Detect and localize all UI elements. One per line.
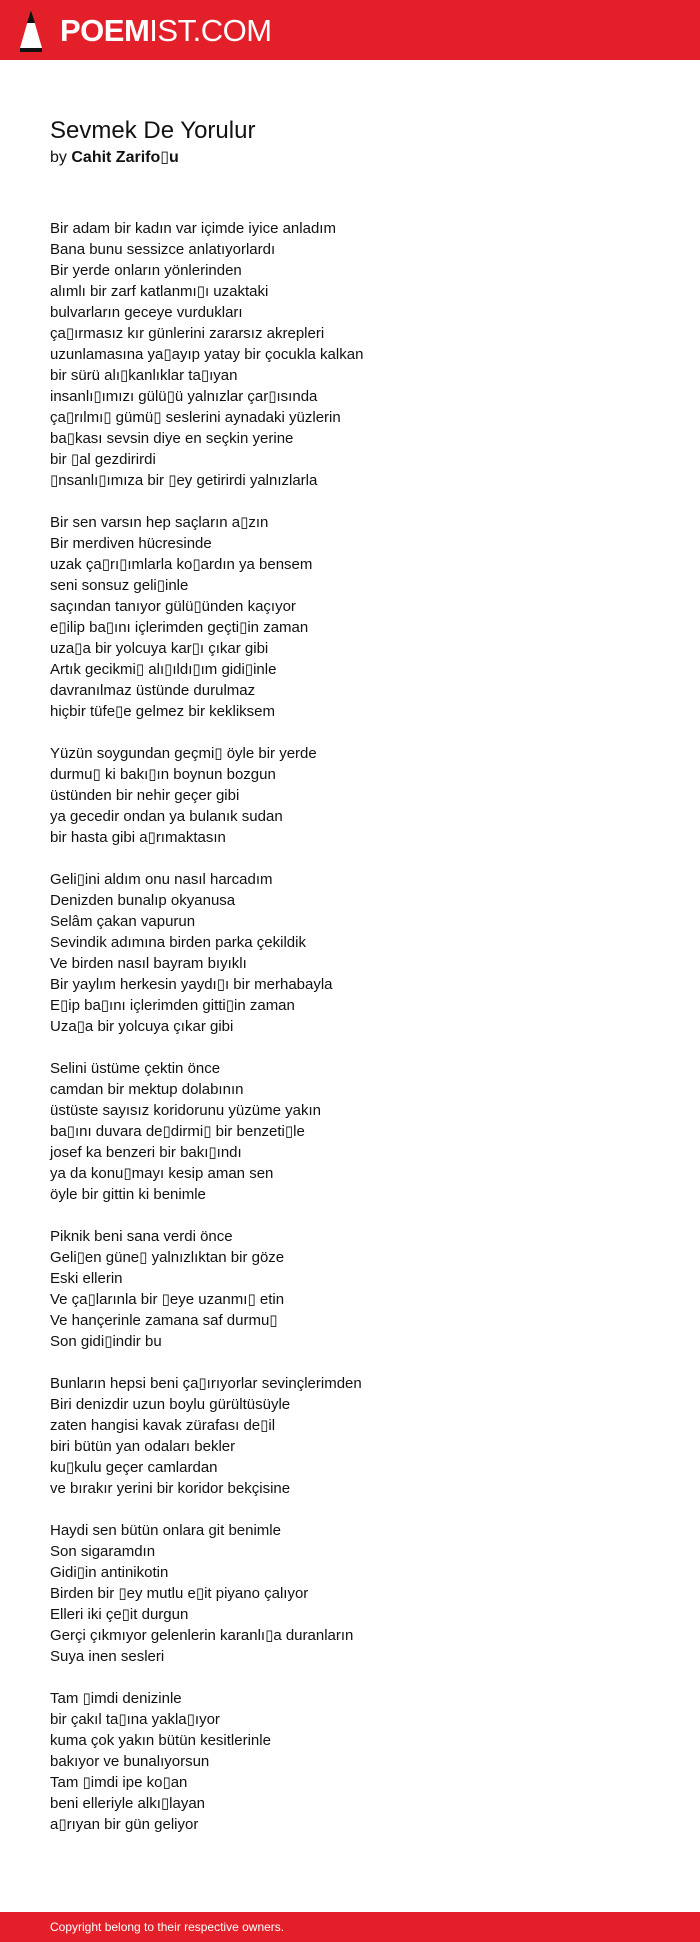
poem-line: uzunlamasına ya▯ayıp yatay bir çocukla kalkan — [50, 346, 364, 363]
poem-line: Gidi▯in antinikotin — [50, 1564, 169, 1581]
poem-line: Ve birden nasıl bayram bıyıklı — [50, 955, 247, 972]
poem-line: Elleri iki çe▯it durgun — [50, 1606, 189, 1623]
pencil-tip-icon[interactable] — [18, 8, 44, 52]
poem-stanza — [50, 1520, 650, 1667]
poem-line: Bir yerde onların yönlerinden — [50, 262, 242, 279]
poem-line: camdan bir mektup dolabının — [50, 1081, 244, 1098]
poem-line: ▯nsanlı▯ımıza bir ▯ey getirirdi yalnızlarla — [50, 472, 318, 489]
poem-line: ba▯ını duvara de▯dirmi▯ bir benzeti▯le — [50, 1123, 305, 1140]
poem-line: Bunların hepsi beni ça▯ırıyorlar sevinçlerimden — [50, 1375, 362, 1392]
poem-line: bir çakıl ta▯ına yakla▯ıyor — [50, 1711, 220, 1728]
site-footer — [0, 1912, 700, 1942]
poem-line: saçından tanıyor gülü▯ünden kaçıyor — [50, 598, 296, 615]
poem-line: bir hasta gibi a▯rımaktasın — [50, 829, 226, 846]
poem-line: ça▯rılmı▯ gümü▯ seslerini aynadaki yüzlerin — [50, 409, 341, 426]
poem-line: insanlı▯ımızı gülü▯ü yalnızlar çar▯ısında — [50, 388, 318, 405]
poem-line: ve bırakır yerini bir koridor bekçisine — [50, 1480, 291, 1497]
poem-line: Bir adam bir kadın var içimde iyice anladım — [50, 220, 336, 237]
poem-stanza — [50, 1373, 650, 1499]
poem-line: Geli▯en güne▯ yalnızlıktan bir göze — [50, 1249, 285, 1266]
logo-text-light: IST.COM — [149, 12, 272, 48]
poem-stanza — [50, 1226, 650, 1352]
poem-body — [50, 218, 650, 1835]
by-label: by — [50, 149, 67, 166]
poem-line: bulvarların geceye vurdukları — [50, 304, 243, 321]
poem-stanza — [50, 869, 650, 1037]
poem-line: kuma çok yakın bütün kesitlerinle — [50, 1732, 271, 1749]
poem-line: uza▯a bir yolcuya kar▯ı çıkar gibi — [50, 640, 269, 657]
poem-line: Tam ▯imdi ipe ko▯an — [50, 1774, 188, 1791]
poem-line: Son sigaramdın — [50, 1543, 156, 1560]
poem-line: ya da konu▯mayı kesip aman sen — [50, 1165, 274, 1182]
poem-line: zaten hangisi kavak zürafası de▯il — [50, 1417, 276, 1434]
poem-line: Piknik beni sana verdi önce — [50, 1228, 233, 1245]
author-name[interactable]: Cahit Zarifo▯u — [71, 149, 179, 166]
poem-line: Suya inen sesleri — [50, 1648, 165, 1665]
poem-line: Son gidi▯indir bu — [50, 1333, 162, 1350]
poem-line: üstüste sayısız koridorunu yüzüme yakın — [50, 1102, 321, 1119]
poem-line: seni sonsuz geli▯inle — [50, 577, 189, 594]
poem-line: Artık gecikmi▯ alı▯ıldı▯ım gidi▯inle — [50, 661, 277, 678]
poem-line: Denizden bunalıp okyanusa — [50, 892, 236, 909]
poem-line: beni elleriyle alkı▯layan — [50, 1795, 206, 1812]
poem-line: Birden bir ▯ey mutlu e▯it piyano çalıyor — [50, 1585, 309, 1602]
poem-stanza — [50, 218, 650, 491]
poem-line: Bana bunu sessizce anlatıyorlardı — [50, 241, 276, 258]
poem-line: ça▯ırmasız kır günlerini zararsız akrepleri — [50, 325, 325, 342]
poem-line: öyle bir gittin ki benimle — [50, 1186, 206, 1203]
poem-line: Geli▯ini aldım onu nasıl harcadım — [50, 871, 273, 888]
poem-line: uzak ça▯rı▯ımlarla ko▯ardın ya bensem — [50, 556, 313, 573]
poem-line: ba▯kası sevsin diye en seçkin yerine — [50, 430, 294, 447]
poem-line: Biri denizdir uzun boylu gürültüsüyle — [50, 1396, 291, 1413]
poem-line: E▯ip ba▯ını içlerimden gitti▯in zaman — [50, 997, 295, 1014]
poem-line: ku▯kulu geçer camlardan — [50, 1459, 218, 1476]
poem-line: Selâm çakan vapurun — [50, 913, 196, 930]
poem-line: a▯rıyan bir gün geliyor — [50, 1816, 199, 1833]
poem-line: Tam ▯imdi denizinle — [50, 1690, 182, 1707]
poem-byline — [50, 148, 650, 168]
poem-line: davranılmaz üstünde durulmaz — [50, 682, 256, 699]
poem-line: Sevindik adımına birden parka çekildik — [50, 934, 306, 951]
poem-line: Eski ellerin — [50, 1270, 123, 1287]
poem-line: Yüzün soygundan geçmi▯ öyle bir yerde — [50, 745, 317, 762]
copyright-text: Copyright belong to their respective owners. — [50, 1920, 285, 1934]
poem-line: bir sürü alı▯kanlıklar ta▯ıyan — [50, 367, 238, 384]
poem-line: üstünden bir nehir geçer gibi — [50, 787, 240, 804]
poem-line: e▯ilip ba▯ını içlerimden geçti▯in zaman — [50, 619, 309, 636]
poem-line: Bir yaylım herkesin yaydı▯ı bir merhabayla — [50, 976, 333, 993]
poem-line: bakıyor ve bunalıyorsun — [50, 1753, 210, 1770]
poem-line: Bir merdiven hücresinde — [50, 535, 212, 552]
poem-line: Selini üstüme çektin önce — [50, 1060, 221, 1077]
poem-stanza — [50, 512, 650, 722]
poem-line: bir ▯al gezdirirdi — [50, 451, 156, 468]
poem-content — [50, 116, 650, 1856]
site-header — [0, 0, 700, 60]
poem-stanza — [50, 1058, 650, 1205]
poem-line: Haydi sen bütün onlara git benimle — [50, 1522, 281, 1539]
poem-line: josef ka benzeri bir bakı▯ındı — [50, 1144, 242, 1161]
poem-line: durmu▯ ki bakı▯ın boynun bozgun — [50, 766, 276, 783]
poem-line: hiçbir tüfe▯e gelmez bir kekliksem — [50, 703, 275, 720]
poem-line: Ve hançerinle zamana saf durmu▯ — [50, 1312, 278, 1329]
poem-line: ya gecedir ondan ya bulanık sudan — [50, 808, 283, 825]
site-logo[interactable] — [60, 12, 272, 48]
poem-line: Uza▯a bir yolcuya çıkar gibi — [50, 1018, 234, 1035]
poem-line: Gerçi çıkmıyor gelenlerin karanlı▯a duranların — [50, 1627, 354, 1644]
poem-line: Bir sen varsın hep saçların a▯zın — [50, 514, 269, 531]
poem-stanza — [50, 1688, 650, 1835]
poem-line: biri bütün yan odaları bekler — [50, 1438, 236, 1455]
logo-text-bold: POEM — [60, 12, 150, 48]
poem-line: Ve ça▯larınla bir ▯eye uzanmı▯ etin — [50, 1291, 285, 1308]
poem-title: Sevmek De Yorulur — [50, 117, 256, 144]
poem-stanza — [50, 743, 650, 848]
poem-line: alımlı bir zarf katlanmı▯ı uzaktaki — [50, 283, 269, 300]
